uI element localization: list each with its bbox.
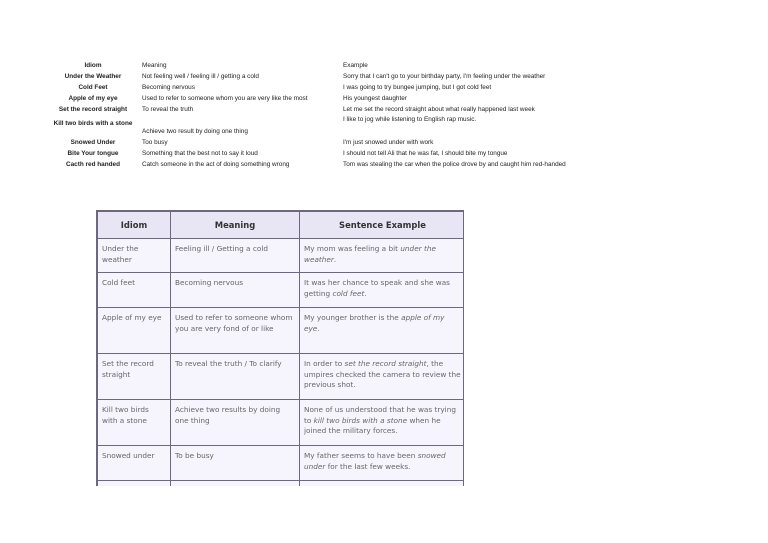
idiom-table <box>96 210 464 486</box>
sheet-meaning: Becoming nervous <box>142 84 195 91</box>
sheet-idiom: Cold Feet <box>78 84 108 91</box>
example-idiom-emphasis: cold feet <box>332 288 365 298</box>
example-cell <box>300 273 465 308</box>
example-cell <box>300 354 465 400</box>
example-cell <box>300 446 465 481</box>
meaning-cell <box>171 481 300 487</box>
sheet-idiom: Apple of my eye <box>68 95 118 102</box>
sheet-meaning: Too busy <box>142 139 168 146</box>
example-text: My father seems to have been <box>304 451 418 460</box>
sheet-row <box>48 93 648 104</box>
column-header-sentence-example: Sentence Example <box>300 212 465 239</box>
sheet-header-meaning: Meaning <box>142 62 167 69</box>
sheet-example: His youngest daughter <box>343 95 407 102</box>
example-text-end: . <box>317 323 320 333</box>
example-cell <box>300 400 465 446</box>
idiom-cell: Kill two birds with a stone <box>98 400 171 446</box>
idiom-cell: Cold feet <box>98 273 171 308</box>
example-text: None of us understood that he was trying to <box>304 405 456 425</box>
meaning-cell: Becoming nervous <box>171 273 300 308</box>
example-idiom-emphasis: kill two birds with a stone <box>313 415 408 425</box>
idiom-cell: Under the weather <box>98 239 171 273</box>
example-text: It was her chance to speak and she was getting <box>304 278 450 298</box>
sheet-meaning: Used to refer to someone whom you are very like the most <box>142 95 308 102</box>
sheet-row <box>48 148 648 159</box>
example-cell <box>300 481 465 487</box>
sheet-example: I like to jog while listening to English rap music. <box>343 116 477 123</box>
table-row <box>98 354 465 400</box>
example-text-end: when he joined the military forces. <box>304 415 441 436</box>
sheet-example: Sorry that I can't go to your birthday party, I'm feeling under the weather <box>343 73 546 80</box>
column-header-meaning: Meaning <box>171 212 300 239</box>
meaning-cell: To reveal the truth / To clarify <box>171 354 300 400</box>
idiom-cell: Apple of my eye <box>98 308 171 354</box>
meaning-cell: Achieve two results by doing one thing <box>171 400 300 446</box>
sheet-idiom: Cacth red handed <box>66 161 120 168</box>
sheet-meaning: Something that the best not to say it loud <box>142 150 258 157</box>
example-cell <box>300 239 465 273</box>
sheet-idiom: Kill two birds with a stone <box>53 120 133 127</box>
sheet-example: I should not tell Ali that he was fat, I should bite my tongue <box>343 150 508 157</box>
sheet-row <box>48 159 648 170</box>
table-row <box>98 308 465 354</box>
table-row <box>98 481 465 487</box>
sheet-meaning: Not feeling well / feeling ill / getting a cold <box>142 73 259 80</box>
sheet-row <box>48 137 648 148</box>
example-text-end: . <box>333 254 337 264</box>
sheet-example: I'm just snowed under with work <box>343 139 434 146</box>
table-row <box>98 239 465 273</box>
example-text: My younger brother is the <box>304 313 402 322</box>
sheet-idiom: Set the record straight <box>58 106 128 113</box>
sheet-meaning: Catch someone in the act of doing something wrong <box>142 161 290 168</box>
sheet-example: I was going to try bungee jumping, but I got cold feet <box>343 84 492 91</box>
table-row <box>98 273 465 308</box>
example-cell <box>300 308 465 354</box>
sheet-header-row <box>48 60 648 71</box>
sheet-row <box>48 82 648 93</box>
sheet-header-example: Example <box>343 62 368 69</box>
example-idiom-emphasis: under the weather <box>304 244 436 264</box>
example-idiom-emphasis: apple of my eye <box>304 313 445 333</box>
idiom-cell: Snowed under <box>98 446 171 481</box>
sheet-meaning: Achieve two result by doing one thing <box>142 128 248 135</box>
sheet-idiom: Snowed Under <box>70 139 116 146</box>
sheet-idiom: Under the Weather <box>64 73 122 80</box>
example-text-end: for the last few weeks. <box>325 461 411 471</box>
sheet-idiom: Bite Your tongue <box>67 150 119 157</box>
example-text-end: . <box>364 288 367 298</box>
column-header-idiom: Idiom <box>98 212 171 239</box>
meaning-cell: Used to refer to someone whom you are very fond of or like <box>171 308 300 354</box>
sheet-header-idiom: Idiom <box>84 62 102 69</box>
sheet-example: Tom was stealing the car when the police drove by and caught him red-handed <box>343 161 566 168</box>
idiom-cell <box>98 481 171 487</box>
table-row <box>98 446 465 481</box>
table-row <box>98 400 465 446</box>
idiom-cell: Set the record straight <box>98 354 171 400</box>
meaning-cell: To be busy <box>171 446 300 481</box>
example-text-end: , the umpires checked the camera to review the previous shot. <box>304 359 461 390</box>
example-text: My mom was feeling a bit <box>304 244 401 253</box>
sheet-meaning: To reveal the truth <box>142 106 194 113</box>
example-text: In order to <box>304 359 345 368</box>
sheet-row <box>48 115 648 137</box>
sheet-example: Let me set the record straight about what really happened last week <box>343 106 535 113</box>
example-idiom-emphasis: set the record straight <box>344 359 427 368</box>
table-header-row <box>98 212 465 239</box>
meaning-cell: Feeling ill / Getting a cold <box>171 239 300 273</box>
example-idiom-emphasis: snowed under <box>304 451 446 471</box>
idiom-spreadsheet <box>48 60 648 170</box>
sheet-row <box>48 71 648 82</box>
